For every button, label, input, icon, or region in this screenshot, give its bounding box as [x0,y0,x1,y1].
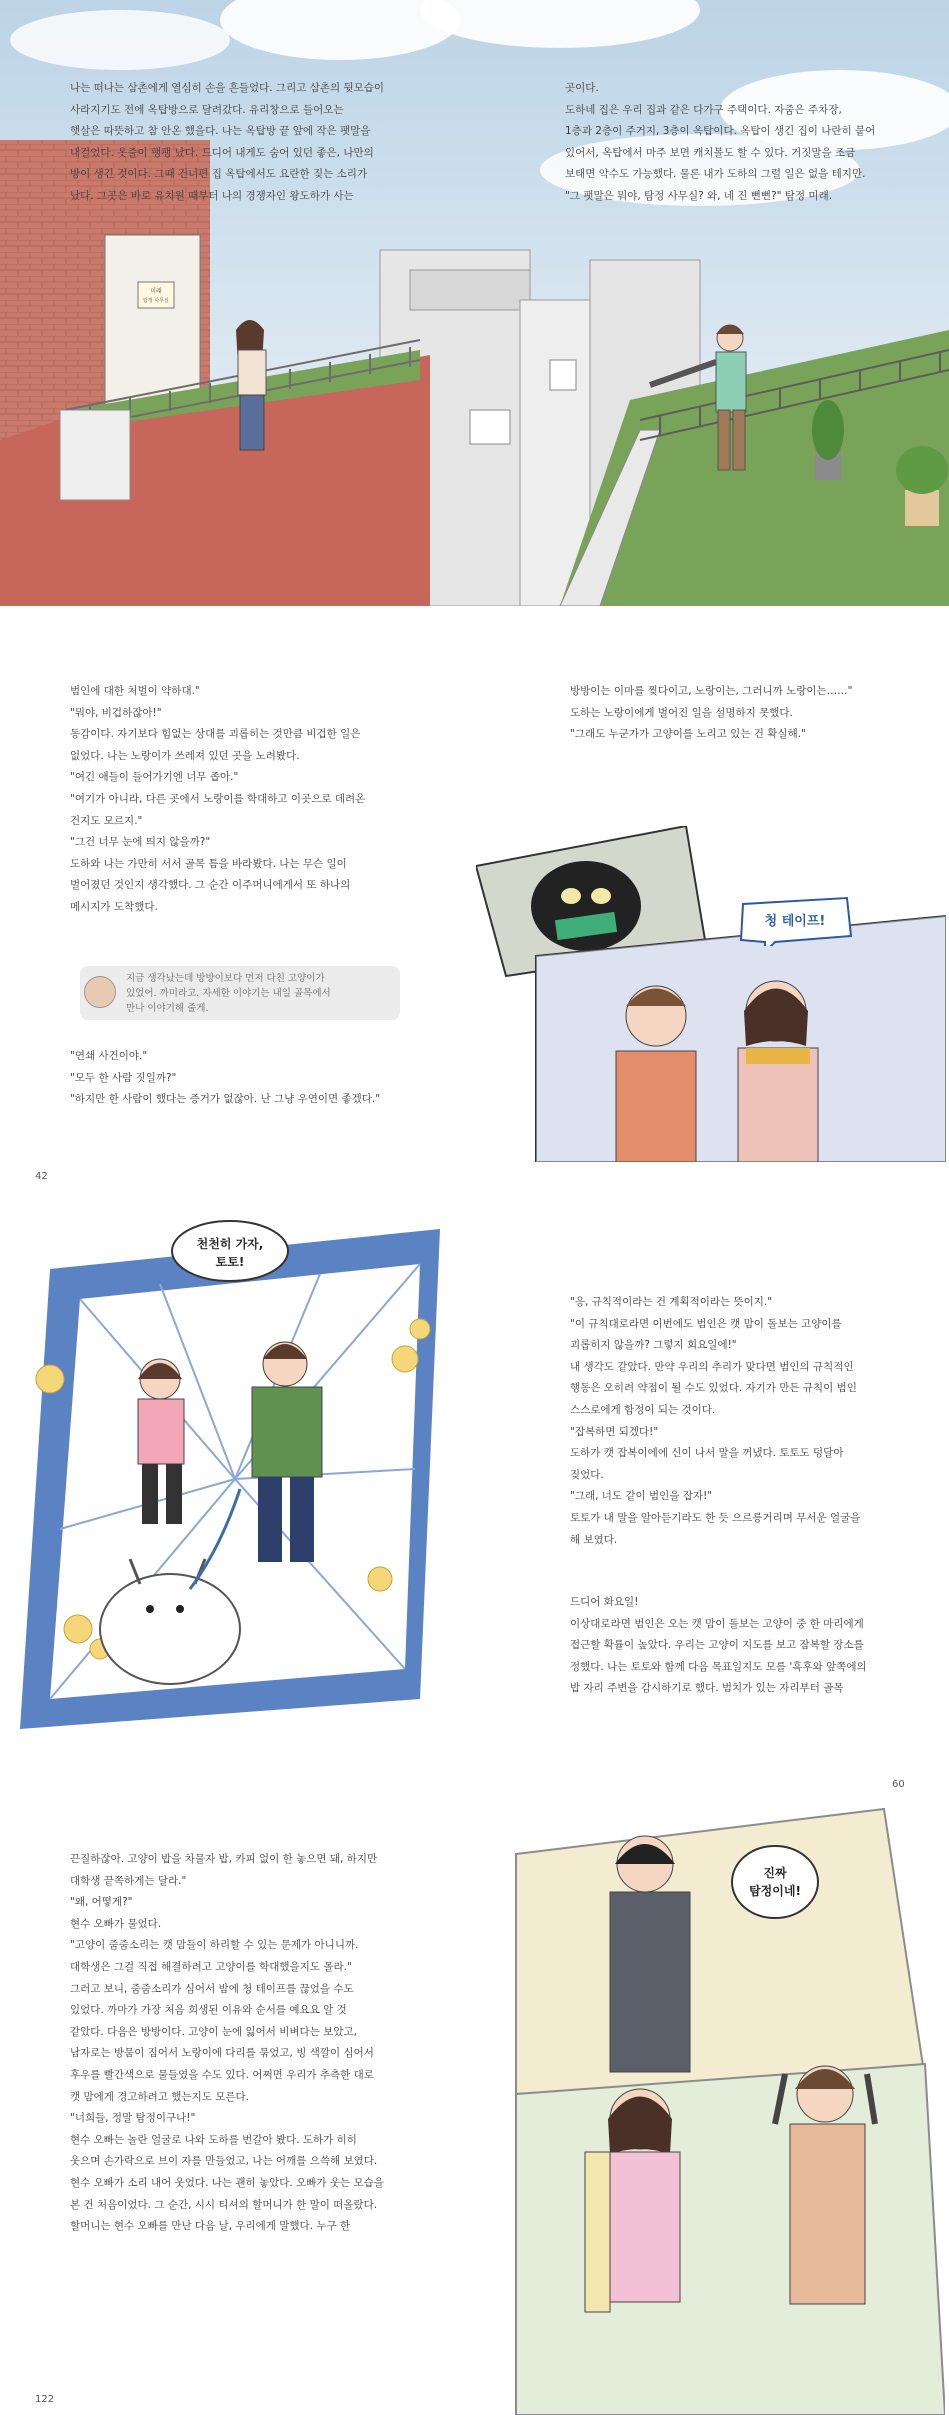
paragraph-line: 이상대로라면 범인은 오는 캣 맘이 돌보는 고양이 중 한 마리에게 [570,1617,864,1630]
message-line: 지금 생각났는데 방방이보다 먼저 다친 고양이가 [126,973,325,984]
comic-running-scene [20,1229,450,1759]
paragraph-line: 대학생은 그걸 직접 해결하려고 고양이를 학대했을지도 몰라." [70,1960,352,1973]
paragraph-line: 도하는 노랑이에게 벌어진 일을 설명하지 못했다. [570,706,793,719]
paragraph-line: "그건 너무 눈에 띄지 않을까?" [70,836,211,849]
paragraph-line: 짖었다. [570,1468,604,1481]
speech-bubble [170,1219,290,1289]
paragraph-line: 현수 오빠는 놀란 얼굴로 나와 도하를 번갈아 봤다. 도하가 히히 [70,2133,357,2146]
paragraph-line: 곳이다. [565,82,599,94]
paragraph-line: "너희들, 정말 탐정이구나!" [70,2112,196,2125]
paragraph-line: "잡복하면 되겠다!" [570,1425,659,1438]
paragraph-line: "여긴 애들이 들어가기엔 너무 좁아." [70,771,239,784]
bubble-text: 진짜 [763,1866,787,1880]
paragraph-line: "응, 규칙적이라는 건 계획적이라는 뜻이지." [570,1296,773,1308]
paragraph-line: 그러고 보니, 줌줌소리가 심어서 밤에 청 테이프를 끊었을 수도 [70,1982,354,1995]
paragraph-line: "이 규칙대로라면 이번에도 범인은 캣 맘이 돌보는 고양이를 [570,1317,842,1330]
paragraph-line: 건지도 모르지." [70,814,143,827]
paragraph-line: 캣 맘에게 경고하려고 했는지도 모른다. [70,2090,249,2103]
page-number: 60 [892,1779,905,1790]
paragraph-line: 현수 오빠가 소리 내어 웃었다. 나는 괜히 놓았다. 오빠가 웃는 모습을 [70,2176,384,2189]
paragraph-line: 웃으며 손가락으로 브이 자를 만들었고, 나는 어깨를 으쓱해 보였다. [70,2155,378,2168]
paragraph-line: "고양이 줌줌소리는 캣 맘들이 하리할 수 있는 문제가 아니니까. [70,1939,359,1952]
spread-page-122 [0,1794,949,2415]
paragraph-line: 햇살은 따뜻하고 참 안온 했을다. 나는 옥탑방 끝 앞에 작은 팻말을 [70,125,371,138]
message-line: 있었어. 까미라고. 자세한 이야기는 내일 골목에서 [126,988,331,999]
paragraph-line: 나는 떠나는 삼촌에게 열심히 손을 흔들었다. 그리고 삼촌의 뒷모습이 [70,82,385,94]
paragraph-line: 동감이다. 자기보다 힘없는 상대를 괴롭히는 것만큼 비겁한 일은 [70,728,361,741]
spread1-right-text [565,78,875,208]
paragraph-line: 행동은 오히려 약점이 될 수도 있었다. 자기가 만든 규칙이 범인 [570,1382,857,1395]
paragraph-line: 벌어졌던 것인지 생각했다. 그 순간 이주머니에게서 또 하나의 [70,879,351,892]
paragraph-line: 드디어 화요일! [570,1596,639,1608]
paragraph-line: 접근할 확률이 높았다. 우리는 고양이 지도를 보고 잠복할 장소를 [570,1639,864,1652]
paragraph-line: 같았다. 다음은 방방이다. 고양이 눈에 잃어서 비벼다는 보았고, [70,2025,357,2038]
paragraph-line: 해 보였다. [570,1533,618,1546]
speech-bubble [735,896,855,946]
paragraph-line: "모두 한 사람 짓일까?" [70,1071,177,1084]
door-sign-line1: 미래 [150,288,162,295]
message-text [126,971,331,1016]
spread3-right-text [570,1292,860,1551]
paragraph-line: 정했다. 나는 토토와 함께 다음 목표일지도 모를 '흑후와 앞쪽에의 [570,1660,867,1673]
spread3-right-text-after [570,1592,867,1700]
message-avatar-icon [84,976,116,1008]
paragraph-line: 밥 자리 주변을 감시하기로 했다. 범치가 있는 자리부터 골목 [570,1682,844,1695]
bubble-text: 탐정이네! [749,1884,801,1898]
paragraph-line: 토토가 내 말을 알아듣기라도 한 듯 으르릉거리며 무서운 얼굴을 [570,1511,861,1524]
paragraph-line: 내걸었다. 옷줄이 팽팽 났다. 드디어 내게도 숨어 있던 좋은, 나만의 [70,146,374,159]
paragraph-line: 범인에 대한 처벌이 약하대." [70,685,200,697]
bubble-text: 토토! [215,1255,245,1269]
paragraph-line: "하지만 한 사람이 했다는 증거가 없잖아. 난 그냥 우연이면 좋겠다." [70,1093,381,1106]
spread2-left-text-after [70,1046,380,1111]
paragraph-line: 있어서, 옥탑에서 마주 보면 캐치볼도 할 수 있다. 거짓말을 조금 [565,146,856,159]
paragraph-line: "그래, 너도 같이 범인을 잡자!" [570,1490,713,1503]
paragraph-line: 할머니는 현수 오빠를 만난 다음 날, 우리에게 말했다. 누구 한 [70,2220,351,2233]
paragraph-line: "그 팻말은 뭐야, 탐정 사무실? 와, 네 진 뻔뻔?" 탐정 미래. [565,189,833,202]
bubble-text: 청 테이프! [764,914,826,929]
spread2-right-text [570,681,852,746]
paragraph-line: "왜, 어떻게?" [70,1896,133,1909]
paragraph-line: 괴롭히지 않을까? 그렇지 회요일에!" [570,1339,737,1352]
door-sign-line2: 탐정 사무실 [143,298,169,304]
paragraph-line: 스스로에게 함정이 되는 것이다. [570,1403,716,1416]
paragraph-line: 도하네 집은 우리 집과 같은 다가구 주택이다. 자줌은 주차장, [565,103,842,116]
paragraph-line: 있었다. 까마가 가장 처음 희생된 이유와 순서를 예요요 알 것 [70,2004,347,2017]
paragraph-line: 1층과 2층이 주거지, 3층이 옥탑이다. 옥탑이 생긴 집이 나란히 붙어 [565,125,876,138]
paragraph-line: 없었다. 나는 노랑이가 쓰레져 있던 곳을 노려봤다. [70,749,300,762]
paragraph-line: 대학생 끝쪽하게는 달라." [70,1874,187,1887]
paragraph-line: "여기가 아니라, 다른 곳에서 노랑이를 학대하고 이곳으로 데려온 [70,792,366,805]
spread2-left-text [70,681,365,919]
paragraph-line: 방이 생긴 것이다. 그때 건너편 집 옥탑에서도 요란한 짖는 소리가 [70,168,368,181]
page-number: 122 [35,2394,55,2405]
comic-panel-tape [476,826,946,1162]
paragraph-line: 도하가 캣 잡복이에에 신이 나서 말을 꺼냈다. 토토도 덩달아 [570,1447,844,1460]
spread4-left-text [70,1849,384,2238]
spread1-left-text [70,78,384,208]
spread-page-60 [0,1194,949,1794]
spread-rooftop [0,0,949,606]
paragraph-line: "뭐야, 비겁하잖아!" [70,706,162,719]
paragraph-line: 끈질하잖아. 고양이 밥을 차물자 밥, 카피 없이 한 놓으면 돼, 하지만 [70,1853,378,1865]
paragraph-line: 사라지기도 전에 옥탑방으로 달려갔다. 유리창으로 들어오는 [70,103,344,116]
paragraph-line: 메시지가 도착했다. [70,900,158,913]
bubble-text: 천천히 가자, [196,1237,264,1251]
paragraph-line: 본 건 처음이었다. 그 순간, 시시 티셔의 할머니가 한 말이 떠올랐다. [70,2198,378,2211]
paragraph-line: "연쇄 사건이야." [70,1050,148,1062]
paragraph-line: 보태면 악수도 가능했다. 물론 내가 도하의 그럴 일은 없을 테지만. [565,168,866,181]
page-number: 42 [35,1171,48,1182]
paragraph-line: 현수 오빠가 물었다. [70,1917,162,1930]
message-box [80,966,400,1020]
paragraph-line: 방방이는 이마를 찢다이고, 노랑이는, 그러니까 노랑이는……" [570,685,853,697]
message-line: 만나 이야기해 줄게. [126,1003,209,1014]
paragraph-line: 도하와 나는 가만히 서서 골목 틈을 바라봤다. 나는 무슨 일이 [70,857,347,870]
paragraph-line: 후우를 빨간색으로 물들였을 수도 있다. 어쩌면 우리가 추측한 대로 [70,2068,374,2081]
paragraph-line: 났다. 그곳은 바로 유치원 때부터 나의 경쟁자인 왕도하가 사는 [70,189,354,202]
spread-page-42 [0,606,949,1194]
speech-bubble [730,1844,820,1924]
paragraph-line: 내 생각도 같았다. 만약 우리의 추리가 맞다면 범인의 규칙적인 [570,1360,854,1373]
paragraph-line: 남자로는 방뭄이 짐어서 노랑이에 다리를 묶었고, 빙 색깔이 심어서 [70,2047,374,2060]
paragraph-line: "그래도 누군가가 고양이를 노리고 있는 건 확실해." [570,728,806,741]
